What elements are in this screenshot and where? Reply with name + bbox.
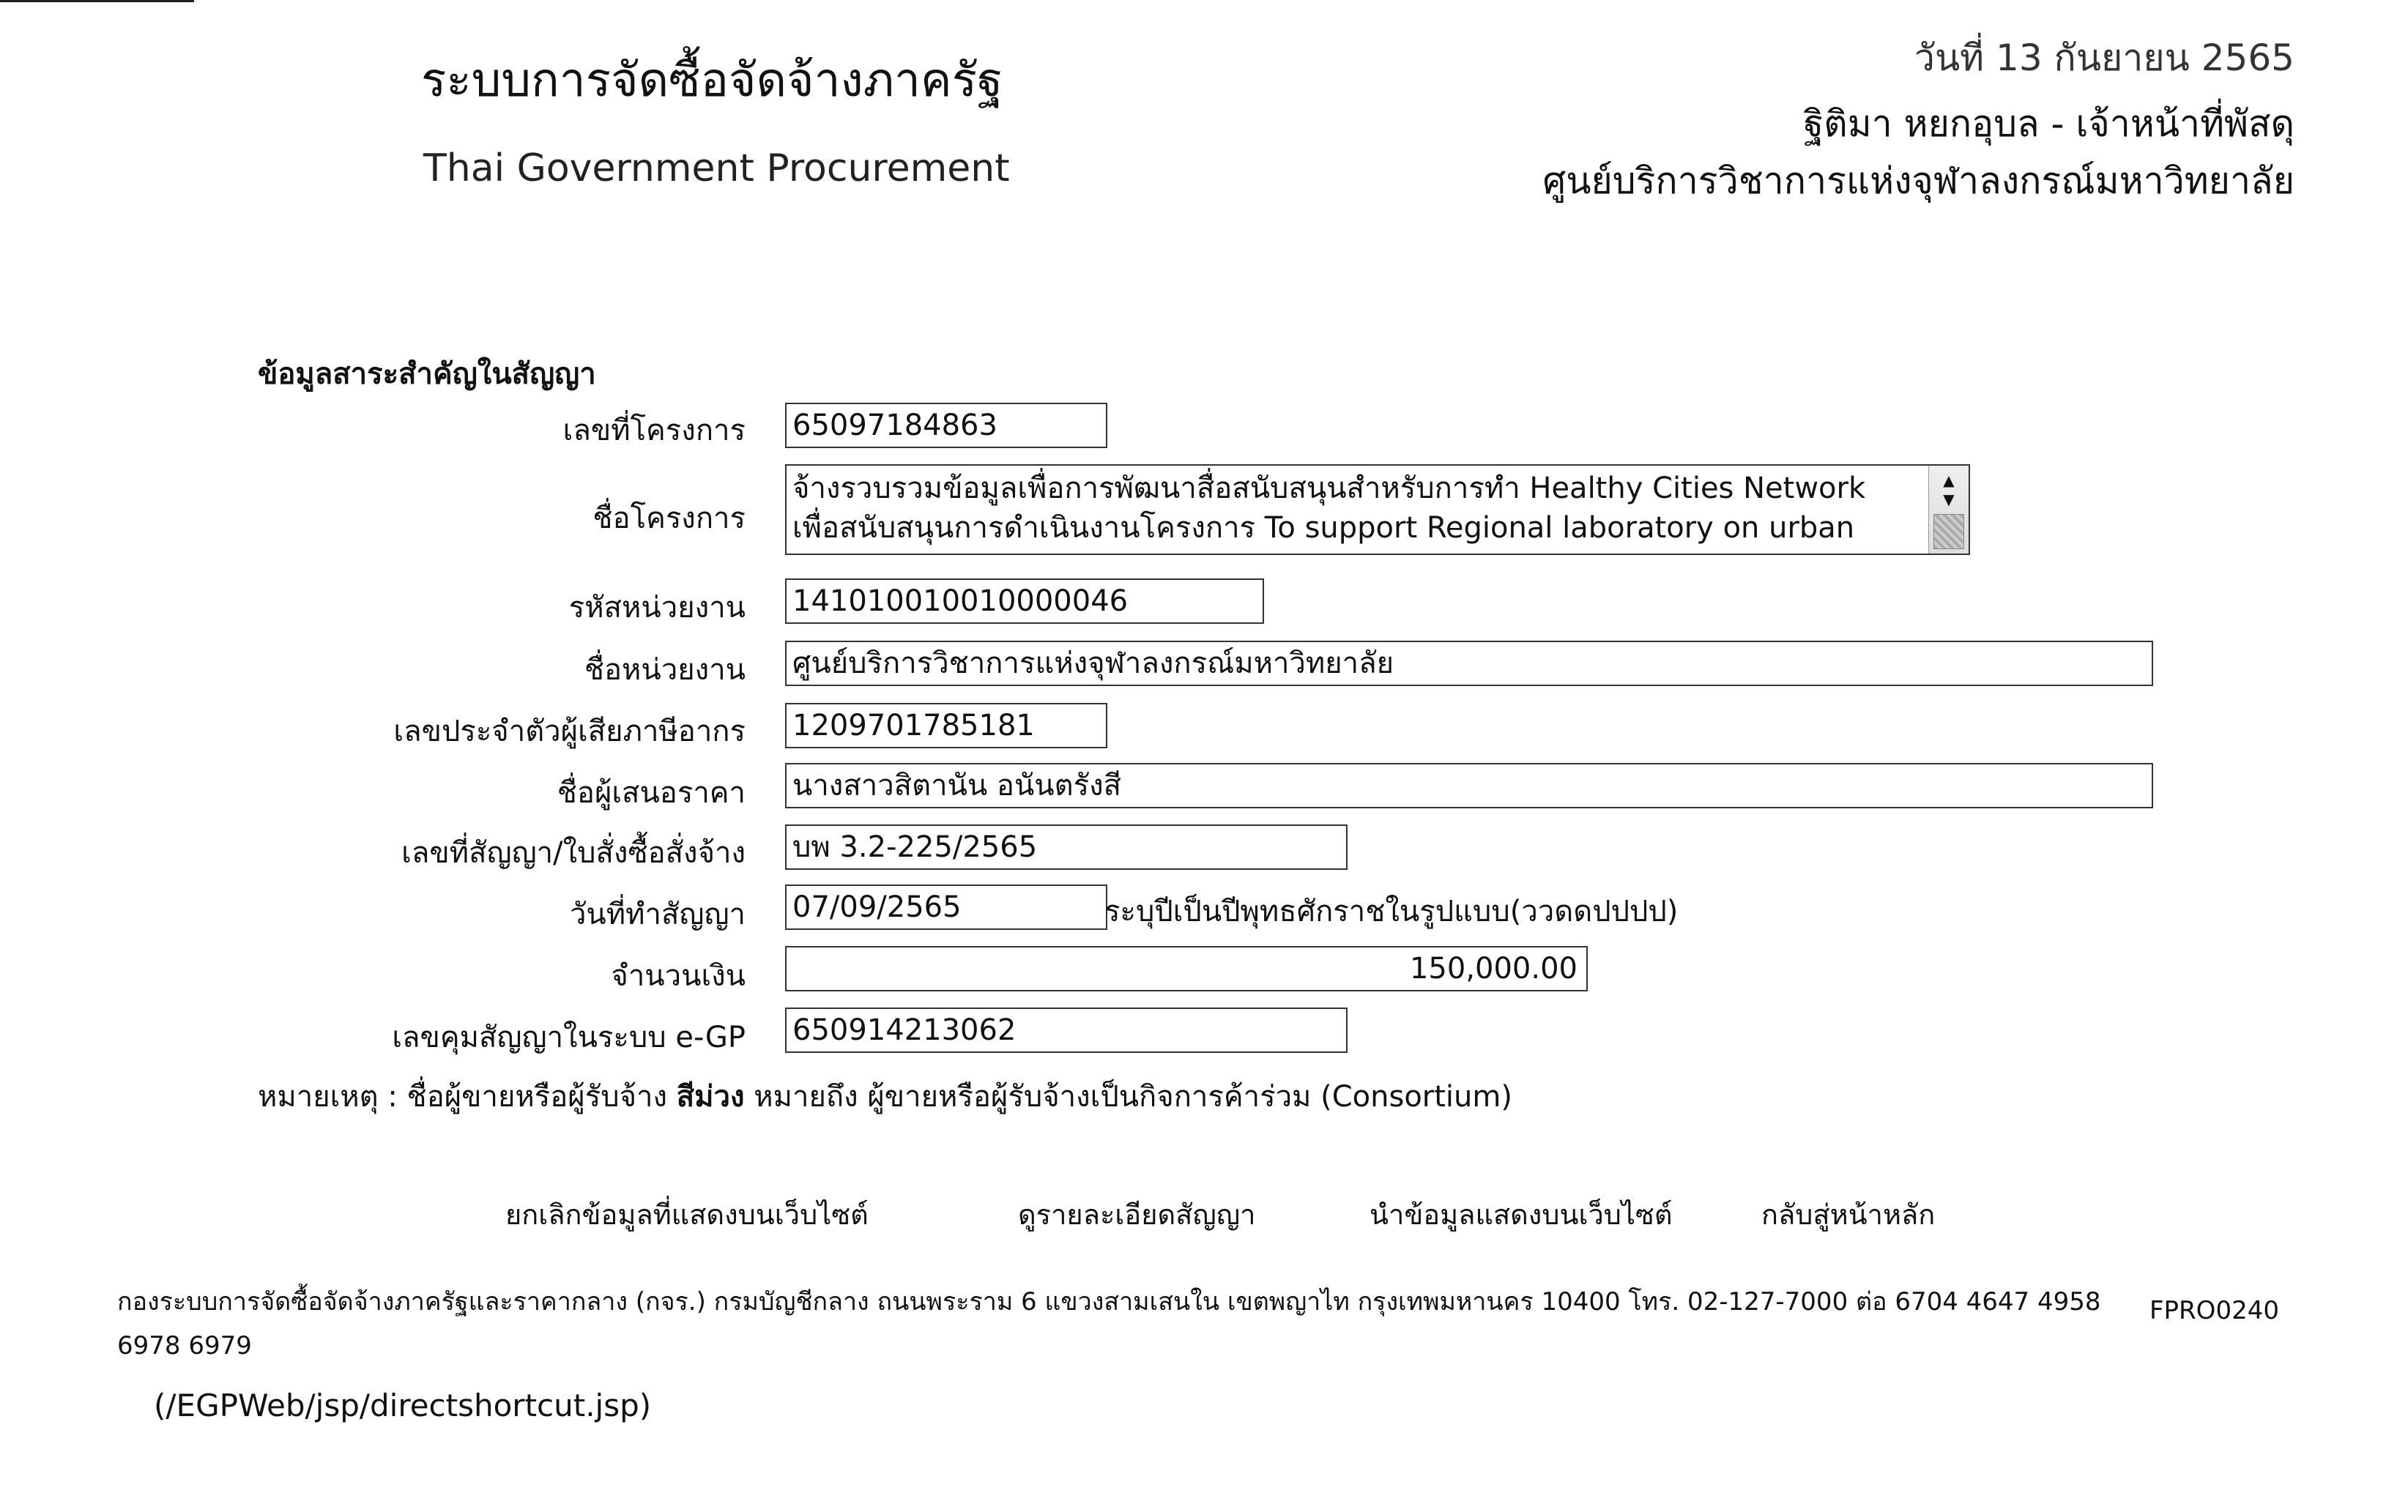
agency-name-field[interactable]: ศูนย์บริการวิชาการแห่งจุฬาลงกรณ์มหาวิทยาลัย: [785, 641, 2153, 686]
agency-code-label: รหัสหน่วยงาน: [568, 591, 746, 625]
view-contract-detail-link[interactable]: ดูรายละเอียดสัญญา: [1018, 1199, 1256, 1231]
back-home-link[interactable]: กลับสู่หน้าหลัก: [1761, 1199, 1936, 1231]
amount-label: จำนวนเงิน: [611, 959, 746, 993]
amount-field[interactable]: 150,000.00: [785, 946, 1588, 991]
contract-no-field[interactable]: บพ 3.2-225/2565: [785, 824, 1348, 870]
project-name-textarea[interactable]: [785, 464, 1970, 555]
bidder-name-label: ชื่อผู้เสนอราคา: [557, 776, 746, 810]
agency-name-label: ชื่อหน่วยงาน: [584, 653, 746, 687]
publish-website-link[interactable]: นำข้อมูลแสดงบนเว็บไซต์: [1370, 1199, 1673, 1231]
note-prefix: หมายเหตุ : ชื่อผู้ขายหรือผู้รับจ้าง: [258, 1080, 677, 1114]
form-code: FPRO0240: [2149, 1296, 2279, 1325]
contract-no-label: เลขที่สัญญา/ใบสั่งซื้อสั่งจ้าง: [401, 836, 746, 870]
url-path: (/EGPWeb/jsp/directshortcut.jsp): [154, 1388, 652, 1423]
note-suffix: หมายถึง ผู้ขายหรือผู้รับจ้างเป็นกิจการค้าร่วม (Consortium): [744, 1080, 1512, 1114]
project-no-label: เลขที่โครงการ: [562, 414, 746, 447]
header-date: วันที่ 13 กันยายน 2565: [1914, 37, 2294, 79]
project-name-label: ชื่อโครงการ: [592, 502, 746, 535]
cancel-display-link[interactable]: ยกเลิกข้อมูลที่แสดงบนเว็บไซต์: [505, 1199, 869, 1231]
tax-id-field[interactable]: 1209701785181: [785, 703, 1107, 748]
project-name-scrollbar[interactable]: [1928, 466, 1969, 554]
header-user: ฐิติมา หยกอุบล - เจ้าหน้าที่พัสดุ: [1803, 103, 2294, 145]
scroll-up-icon[interactable]: ▲: [1943, 472, 1955, 489]
system-title-en: Thai Government Procurement: [423, 146, 1010, 190]
tax-id-label: เลขประจำตัวผู้เสียภาษีอากร: [393, 715, 746, 748]
contract-date-field[interactable]: 07/09/2565: [785, 885, 1107, 930]
scroll-down-icon[interactable]: ▼: [1943, 491, 1955, 508]
egp-control-no-label: เลขคุมสัญญาในระบบ e-GP: [392, 1021, 746, 1054]
bidder-name-field[interactable]: นางสาวสิตานัน อนันตรังสี: [785, 763, 2153, 808]
note-highlight: สีม่วง: [676, 1080, 745, 1114]
system-title-th: ระบบการจัดซื้อจัดจ้างภาครัฐ: [421, 53, 1003, 108]
contract-date-hint: ระบุปีเป็นปีพุทธศักราชในรูปแบบ(ววดดปปปป): [1104, 895, 1679, 928]
agency-code-field[interactable]: 141010010010000046: [785, 578, 1264, 624]
contract-date-label: วันที่ทำสัญญา: [569, 898, 746, 931]
egp-control-no-field[interactable]: 650914213062: [785, 1008, 1348, 1053]
top-rule: [0, 0, 194, 2]
section-title: ข้อมูลสาระสำคัญในสัญญา: [258, 357, 596, 391]
header-organization: ศูนย์บริการวิชาการแห่งจุฬาลงกรณ์มหาวิทยาลัย: [1542, 160, 2294, 202]
footer-address: กองระบบการจัดซื้อจัดจ้างภาครัฐและราคากลาง (กจร.) กรมบัญชีกลาง ถนนพระราม 6 แขวงสามเสนใน เขตพญาไท กรุงเทพมหานคร 10400 โทร. 02-127-7000 ต่อ 6704 4647 4958 6978 6979: [117, 1287, 2101, 1360]
consortium-note: [258, 1073, 1512, 1120]
project-no-field[interactable]: 65097184863: [785, 403, 1107, 448]
scroll-thumb[interactable]: [1933, 514, 1964, 549]
project-name-text: จ้างรวบรวมข้อมูลเพื่อการพัฒนาสื่อสนับสนุนสำหรับการทำ Healthy Cities Network เพื่อสนับสนุนการดำเนินงานโครงการ To support Regional laboratory on urban: [792, 472, 1866, 545]
